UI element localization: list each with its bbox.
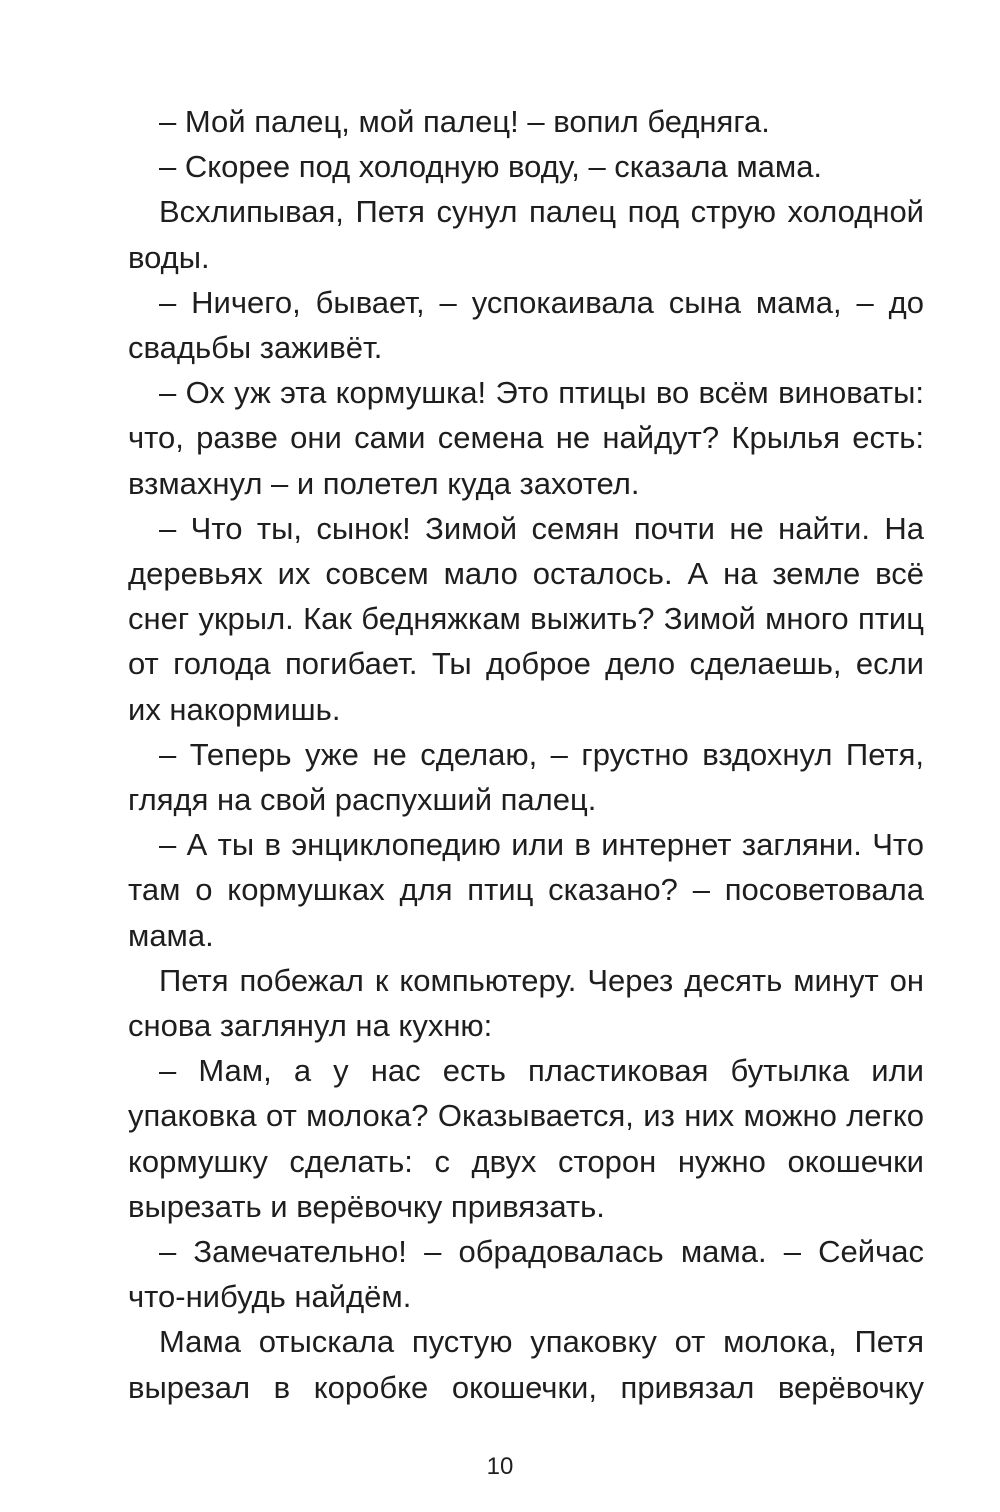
paragraph: – А ты в энциклопедию или в интернет загляни. Что там о кормушках для птиц сказано? – посоветовала мама. bbox=[128, 827, 924, 953]
paragraph: – Теперь уже не сделаю, – грустно вздохнул Петя, глядя на свой распухший палец. bbox=[128, 736, 924, 818]
paragraph: – Мой палец, мой палец! – вопил бедняга. bbox=[159, 104, 770, 139]
paragraph: – Ох уж эта кормушка! Это птицы во всём виноваты: что, разве они сами семена не найдут? Крылья есть: взмахнул – и полетел куда захотел. bbox=[128, 375, 924, 501]
paragraph-last-line: Мама отыскала пустую упаковку от молока, Петя вырезал в коробке окошечки, привязал верёвочку bbox=[128, 1324, 924, 1405]
paragraph: – Скорее под холодную воду, – сказала мама. bbox=[159, 149, 823, 185]
paragraph: – Ничего, бывает, – успокаивала сына мама, – до свадьбы заживёт. bbox=[128, 284, 924, 366]
paragraph: – Замечательно! – обрадовалась мама. – Сейчас что-нибудь найдём. bbox=[128, 1234, 924, 1315]
page-number: 10 bbox=[486, 1453, 514, 1480]
paragraph: Всхлипывая, Петя сунул палец под струю холодной воды. bbox=[128, 194, 924, 275]
paragraph: – Мам, а у нас есть пластиковая бутылка или упаковка от молока? Оказывается, из них можно легко кормушку сделать: с двух сторон нужно окошечки вырезать и верёвочку привязать. bbox=[128, 1053, 924, 1224]
paragraph: Петя побежал к компьютеру. Через десять минут он снова заглянул на кухню: bbox=[128, 962, 924, 1044]
page-body-text bbox=[128, 99, 924, 1410]
paragraph: – Что ты, сынок! Зимой семян почти не найти. На деревьях их совсем мало осталось. А на земле всё снег укрыл. Как бедняжкам выжить? Зимой много птиц от голода погибает. Ты доброе дело сделаешь, если их накормишь. bbox=[128, 510, 924, 727]
